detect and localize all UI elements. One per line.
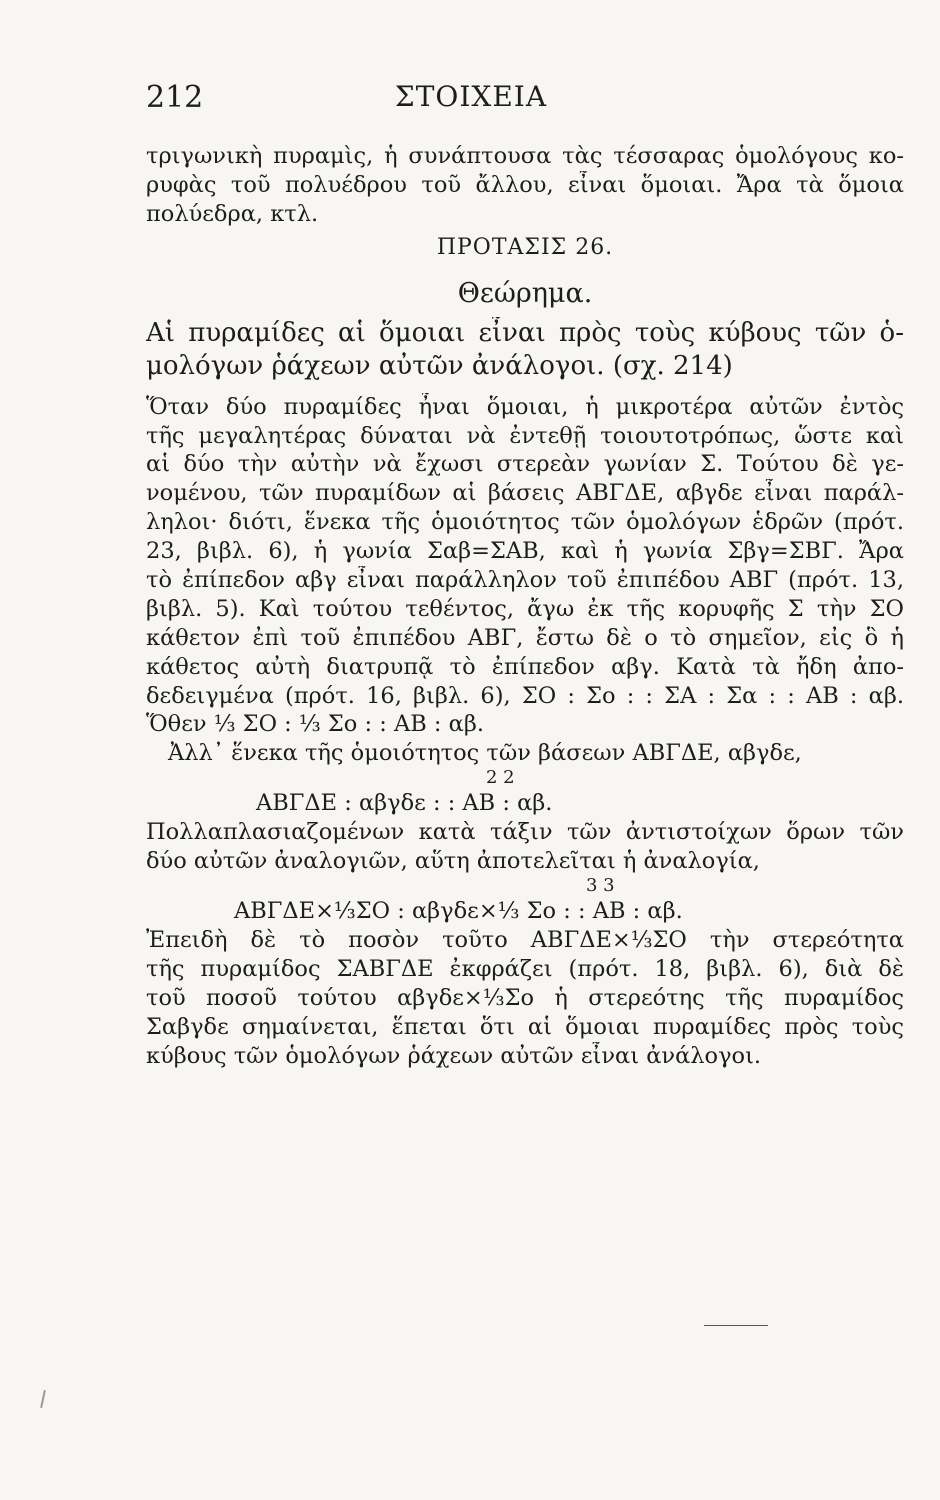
text-line: Πολλαπλασιαζομένων κατὰ τάξιν τῶν ἀντιστοίχων ὅρων τῶν — [146, 819, 904, 846]
theorem-label: Θεώρημα. — [457, 277, 593, 309]
text-line: βιβλ. 5). Καὶ τούτου τεθέντος, ἄγω ἐκ τῆς κορυφῆς Σ τὴν ΣΟ — [146, 595, 904, 622]
text-line: τοῦ ποσοῦ τούτου αβγδε×⅓Σο ἡ στερεότης τῆς πυραμίδος — [146, 984, 904, 1011]
text-line: Ἐπειδὴ δὲ τὸ ποσὸν τοῦτο ΑΒΓΔΕ×⅓ΣΟ τὴν στερεότητα — [146, 927, 904, 954]
exponent-line: 2 2 — [486, 767, 515, 789]
text-line: τῆς μεγαλητέρας δύναται νὰ ἐντεθῇ τοιουτοτρόπως, ὥστε καὶ — [146, 422, 904, 449]
margin-mark — [40, 1390, 46, 1408]
exponent-line: 3 3 — [586, 875, 615, 897]
text-line: ληλοι· διότι, ἕνεκα τῆς ὁμοιότητος τῶν ὁμολόγων ἑδρῶν (πρότ. — [146, 509, 904, 536]
formula-cubes: ΑΒΓΔΕ×⅓ΣΟ : αβγδε×⅓ Σο : : ΑΒ : αβ. — [234, 898, 683, 925]
running-head: ΣΤΟΙΧΕΙΑ — [394, 80, 548, 113]
text-line: Ὅθεν ⅓ ΣΟ : ⅓ Σο : : ΑΒ : αβ. — [146, 711, 484, 738]
text-line: δύο αὐτῶν ἀναλογιῶν, αὕτη ἀποτελεῖται ἡ ἀναλογία, — [146, 848, 760, 875]
footnote-rule — [704, 1325, 768, 1326]
formula-squares: ΑΒΓΔΕ : αβγδε : : ΑΒ : αβ. — [256, 790, 553, 817]
text-line: κάθετος αὐτὴ διατρυπᾷ τὸ ἐπίπεδον αβγ. Κατὰ τὰ ἤδη ἀπο- — [146, 653, 904, 680]
proposition-heading: ΠΡΟΤΑΣΙΣ 26. — [436, 234, 614, 260]
text-line: 23, βιβλ. 6), ἡ γωνία Σαβ=ΣΑΒ, καὶ ἡ γωνία Σβγ=ΣΒΓ. Ἄρα — [146, 538, 904, 565]
text-line: κάθετον ἐπὶ τοῦ ἐπιπέδου ΑΒΓ, ἔστω δὲ ο τὸ σημεῖον, εἰς ὃ ἡ — [146, 624, 904, 651]
spacer — [146, 383, 904, 393]
text-line: τῆς πυραμίδος ΣΑΒΓΔΕ ἐκφράζει (πρότ. 18, βιβλ. 6), διὰ δὲ — [146, 955, 904, 982]
text-line: Σαβγδε σημαίνεται, ἕπεται ὅτι αἱ ὅμοιαι πυραμίδες πρὸς τοὺς — [146, 1013, 904, 1040]
text-line: τὸ ἐπίπεδον αβγ εἶναι παράλληλον τοῦ ἐπιπέδου ΑΒΓ (πρότ. 13, — [146, 567, 904, 594]
text-line: Ἀλλ᾽ ἕνεκα τῆς ὁμοιότητος τῶν βάσεων ΑΒΓΔΕ, αβγδε, — [168, 740, 802, 767]
text-line: νομένου, τῶν πυραμίδων αἱ βάσεις ΑΒΓΔΕ, αβγδε εἶναι παράλ- — [146, 480, 904, 507]
text-line: αἱ δύο τὴν αὐτὴν νὰ ἔχωσι στερεὰν γωνίαν Σ. Τούτου δὲ γε- — [146, 451, 904, 478]
text-line: τριγωνικὴ πυραμὶς, ἡ συνάπτουσα τὰς τέσσαρας ὁμολόγους κο- — [146, 143, 904, 169]
statement-line: μολόγων ῥάχεων αὐτῶν ἀνάλογοι. (σχ. 214) — [146, 350, 733, 381]
statement-line: Αἱ πυραμίδες αἱ ὅμοιαι εἶναι πρὸς τοὺς κύβους τῶν ὁ- — [146, 317, 904, 348]
text-line: πολύεδρα, κτλ. — [146, 200, 319, 227]
page-header — [146, 80, 796, 120]
text-line: ρυφὰς τοῦ πολυέδρου τοῦ ἄλλου, εἶναι ὅμοιαι. Ἄρα τὰ ὅμοια — [146, 171, 904, 198]
text-line: κύβους τῶν ὁμολόγων ῥάχεων αὐτῶν εἶναι ἀνάλογοι. — [146, 1042, 762, 1069]
page-number: 212 — [146, 80, 204, 115]
text-line: δεδειγμένα (πρότ. 16, βιβλ. 6), ΣΟ : Σο : : ΣΑ : Σα : : ΑΒ : αβ. — [146, 682, 904, 709]
text-line: Ὅταν δύο πυραμίδες ἦναι ὅμοιαι, ἡ μικροτέρα αὐτῶν ἐντὸς — [146, 393, 904, 420]
main-text — [146, 142, 904, 1070]
